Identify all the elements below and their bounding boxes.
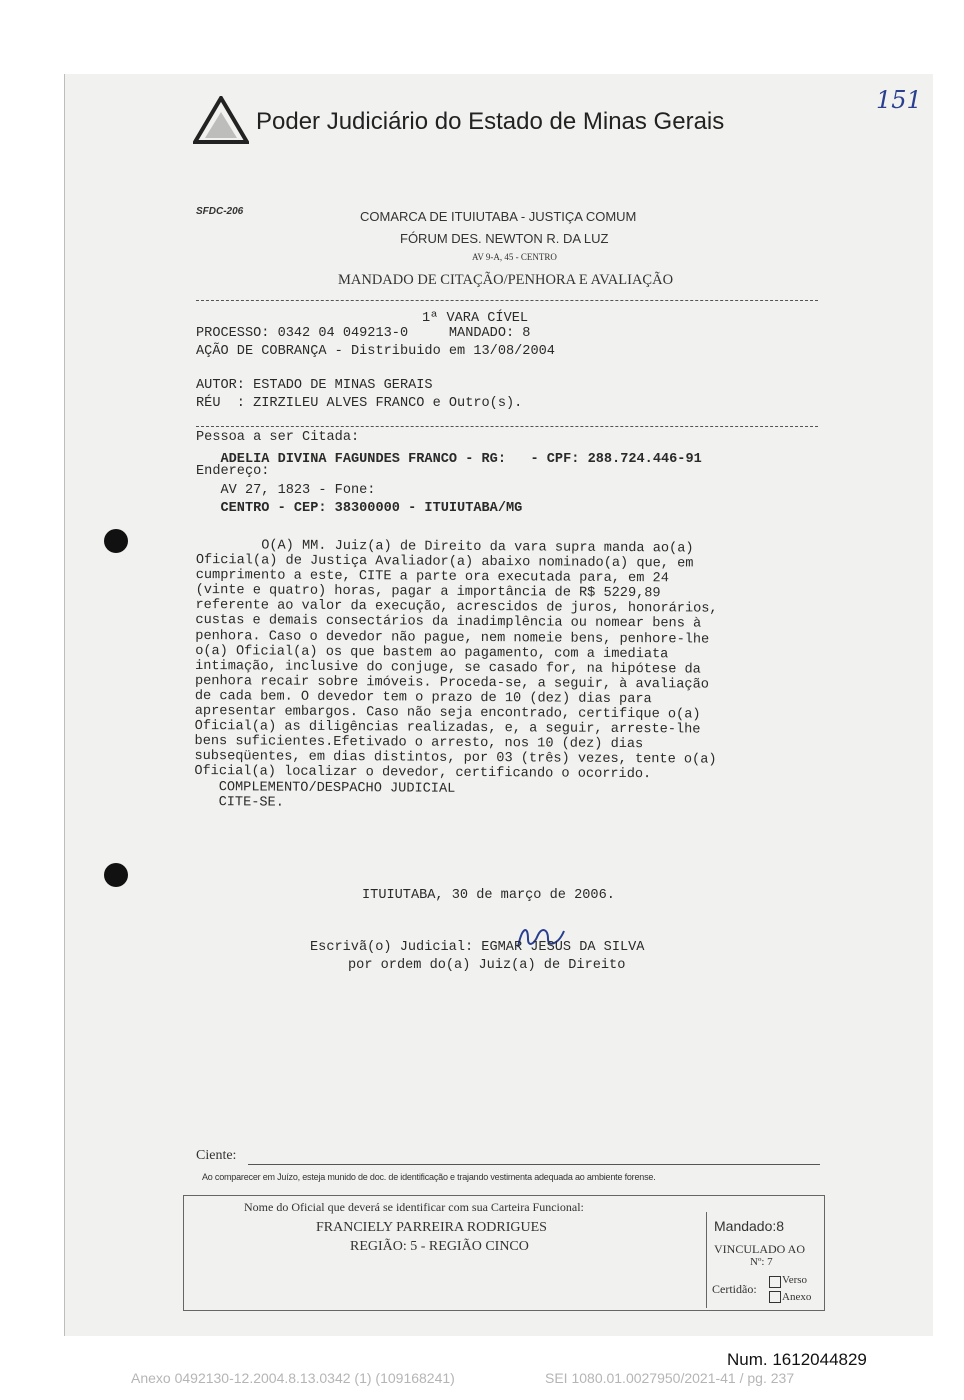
- ciente-signature-line: [248, 1164, 820, 1165]
- anexo-label: Anexo: [782, 1291, 812, 1303]
- party-name-line: ADELIA DIVINA FAGUNDES FRANCO - RG: - CPF: 288.724.446-91: [196, 452, 702, 467]
- mandado-label-text: Mandado:: [714, 1218, 777, 1234]
- punch-hole: [104, 529, 128, 553]
- autor-line: AUTOR: ESTADO DE MINAS GERAIS: [196, 378, 433, 393]
- body-line: bens suficientes.Efetivado o arresto, nos 10 (dez) dias: [194, 734, 644, 753]
- party-heading: Pessoa a ser Citada:: [196, 430, 360, 445]
- verso-label: Verso: [782, 1274, 808, 1286]
- signature-subline: por ordem do(a) Juiz(a) de Direito: [348, 958, 626, 973]
- body-line: penhora recair sobre imóveis. Proceda-se, a seguir, à avaliação: [194, 673, 709, 693]
- body-line: O(A) MM. Juiz(a) de Direito da vara supra manda ao(a): [195, 538, 694, 557]
- body-line: referente ao valor da execução, acrescidos de juros, honorários,: [195, 598, 718, 618]
- court-logo-icon: [193, 96, 249, 146]
- acao-line: AÇÃO DE COBRANÇA - Distribuido em 13/08/2004: [196, 344, 555, 359]
- body-line: de cada bem. O devedor tem o prazo de 10 (dez) dias para: [194, 688, 652, 708]
- processo-line: PROCESSO: 0342 04 049213-0 MANDADO: 8: [196, 326, 531, 341]
- attendance-notice: Ao comparecer em Juízo, esteja munido de doc. de identificação e trajando vestimenta adequada ao ambiente forense.: [202, 1172, 656, 1182]
- body-line: Oficial(a) as diligências realizadas, e, a seguir, arreste-lhe: [194, 719, 701, 738]
- mandado-body: [194, 538, 846, 814]
- reu-line: RÉU : ZIRZILEU ALVES FRANCO e Outro(s).: [196, 396, 523, 411]
- body-line: CITE-SE.: [194, 794, 284, 811]
- body-line: custas e demais consectários da inadimplência ou nomear bens à: [195, 613, 702, 632]
- body-line: (vinte e quatro) horas, pagar a importância de R$ 5229,89: [195, 583, 661, 602]
- oficial-regiao: REGIÃO: 5 - REGIÃO CINCO: [350, 1239, 529, 1254]
- address-line-1: AV 27, 1823 - Fone:: [196, 483, 376, 498]
- sei-reference: SEI 1080.01.0027950/2021-41 / pg. 237: [545, 1370, 795, 1386]
- oficial-name: FRANCIELY PARREIRA RODRIGUES: [316, 1220, 547, 1235]
- org-name: Poder Judiciário do Estado de Minas Gerais: [256, 108, 725, 135]
- vinculado-number: Nº: 7: [750, 1256, 773, 1268]
- body-line: Oficial(a) localizar o devedor, certificando o ocorrido.: [194, 764, 652, 783]
- certidao-label: Certidão:: [712, 1282, 757, 1296]
- signature-line: Escrivã(o) Judicial: EGMAR JESUS DA SILVA: [310, 940, 645, 955]
- body-line: intimação, inclusive do conjuge, se casado for, na hipótese da: [195, 658, 701, 678]
- box-divider: [706, 1212, 707, 1308]
- ciente-label: Ciente:: [196, 1148, 237, 1163]
- verso-checkbox[interactable]: [769, 1276, 781, 1288]
- anexo-checkbox[interactable]: [769, 1291, 781, 1303]
- separator-line: [196, 426, 818, 427]
- oficial-box: [183, 1195, 825, 1311]
- body-line: o(a) Oficial(a) os que bastem ao pagamento, com a imediata: [195, 643, 669, 662]
- forum: FÓRUM DES. NEWTON R. DA LUZ: [400, 231, 609, 246]
- date-line: ITUIUTABA, 30 de março de 2006.: [362, 888, 615, 903]
- forum-address: AV 9-A, 45 - CENTRO: [472, 252, 557, 262]
- body-line: Oficial(a) de Justiça Avaliador(a) abaixo nominado(a) que, em: [195, 553, 694, 572]
- mandado-number: 8: [776, 1218, 785, 1234]
- punch-hole: [104, 863, 128, 887]
- anexo-reference: Anexo 0492130-12.2004.8.13.0342 (1) (109168241): [131, 1370, 455, 1386]
- mandado-label: [714, 1218, 784, 1234]
- comarca: COMARCA DE ITUIUTABA - JUSTIÇA COMUM: [360, 209, 637, 224]
- document-number-stamp: Num. 1612044829: [727, 1350, 867, 1369]
- separator-line: [196, 300, 818, 301]
- form-code: SFDC-206: [196, 206, 244, 217]
- document-title: MANDADO DE CITAÇÃO/PENHORA E AVALIAÇÃO: [338, 272, 674, 288]
- body-line: cumprimento a este, CITE a parte ora executada para, em 24: [195, 568, 669, 587]
- vara: 1ª VARA CÍVEL: [422, 311, 529, 326]
- vinculado-label: VINCULADO AO: [714, 1242, 805, 1256]
- body-line: apresentar embargos. Caso não seja encontrado, certifique o(a): [194, 704, 701, 723]
- endereco-label: Endereço:: [196, 464, 270, 479]
- address-line-2: CENTRO - CEP: 38300000 - ITUIUTABA/MG: [196, 501, 523, 516]
- oficial-caption: Nome do Oficial que deverá se identificar com sua Carteira Funcional:: [244, 1200, 584, 1214]
- body-line: subseqüentes, em dias distintos, por 03 (três) vezes, tente o(a): [194, 749, 717, 768]
- body-line: penhora. Caso o devedor não pague, nem nomeie bens, penhore-lhe: [195, 628, 710, 648]
- body-line: COMPLEMENTO/DESPACHO JUDICIAL: [194, 779, 456, 797]
- handwritten-page-number: 151: [876, 86, 922, 114]
